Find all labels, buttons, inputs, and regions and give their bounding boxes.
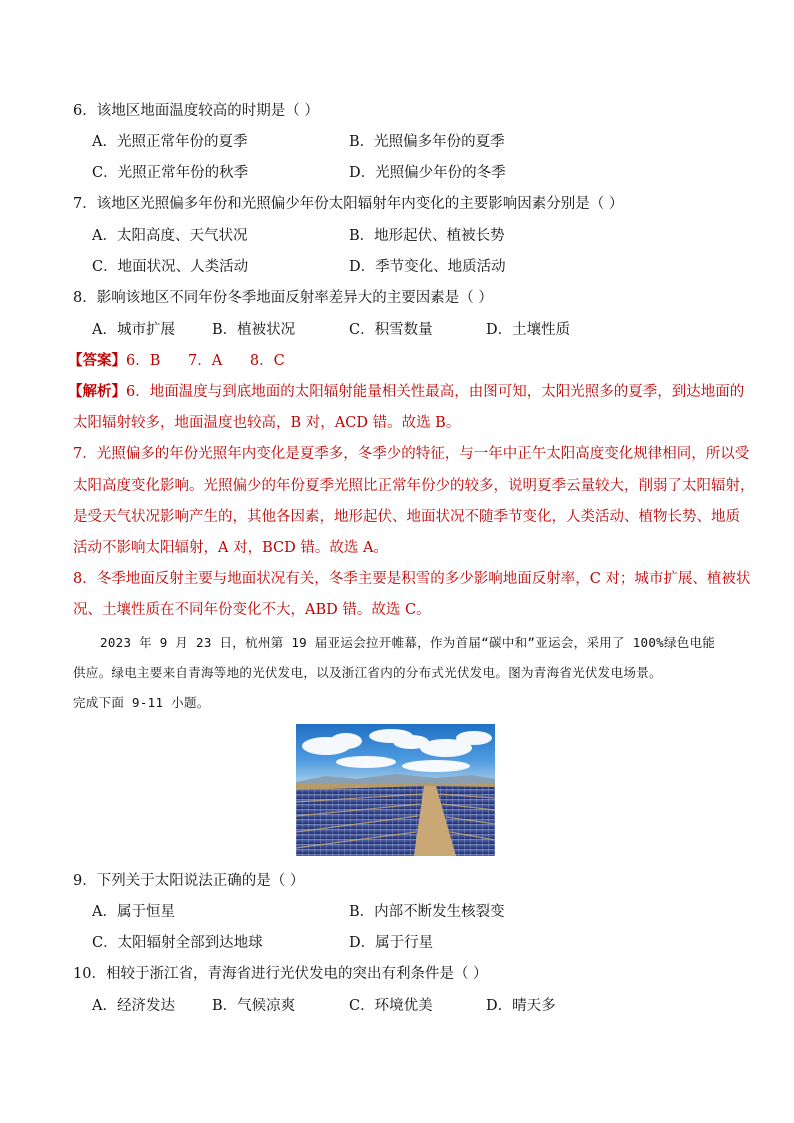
material-line-2: 供应。绿电主要来自青海等地的光伏发电，以及浙江省内的分布式光伏发电。图为青海省光伏发电场景。	[73, 665, 662, 680]
q9-option-d: D．属于行星	[349, 935, 434, 951]
explanation-line-4: 太阳高度变化影响。光照偏少的年份夏季光照比正常年份少的较多，说明夏季云量较大，削弱了太阳辐射，	[73, 478, 755, 494]
explanation-line-5: 是受天气状况影响产生的，其他各因素，地形起伏、地面状况不随季节变化，人类活动、植物长势、地质	[73, 509, 740, 525]
explanation-text-1: 6．地面温度与到底地面的太阳辐射能量相关性最高，由图可知，太阳光照多的夏季，到达地面的	[126, 384, 745, 400]
material-line-3: 完成下面 9-11 小题。	[73, 695, 210, 710]
solar-farm-photo	[296, 724, 495, 856]
q9-option-a: A．属于恒星	[92, 904, 175, 920]
q7-option-b: B．地形起伏、植被长势	[349, 228, 505, 244]
q7-option-c: C．地面状况、人类活动	[92, 259, 249, 275]
q9-stem: 9．下列关于太阳说法正确的是（ ）	[73, 873, 305, 889]
q6-option-c: C．光照正常年份的秋季	[92, 165, 249, 181]
answer-text: 6．B 7．A 8．C	[126, 353, 285, 369]
q7-option-a: A．太阳高度、天气状况	[92, 228, 248, 244]
q8-option-b: B．植被状况	[212, 322, 296, 338]
answer-line	[68, 351, 285, 371]
q6-option-d: D．光照偏少年份的冬季	[349, 165, 506, 181]
q10-option-c: C．环境优美	[349, 998, 433, 1014]
q8-option-d: D．土壤性质	[486, 322, 571, 338]
q10-option-a: A．经济发达	[92, 998, 175, 1014]
q8-option-a: A．城市扩展	[92, 322, 175, 338]
q10-option-b: B．气候凉爽	[212, 998, 296, 1014]
q8-option-c: C．积雪数量	[349, 322, 433, 338]
q6-option-b: B．光照偏多年份的夏季	[349, 134, 505, 150]
q6-stem: 6．该地区地面温度较高的时期是（ ）	[73, 103, 319, 119]
explanation-line-7: 8．冬季地面反射主要与地面状况有关，冬季主要是积雪的多少影响地面反射率，C 对；城市扩展、植被状	[73, 571, 751, 587]
q8-stem: 8．影响该地区不同年份冬季地面反射率差异大的主要因素是（ ）	[73, 290, 493, 306]
explanation-line-6: 活动不影响太阳辐射，A 对，BCD 错。故选 A。	[73, 540, 388, 556]
explanation-line-2: 太阳辐射较多，地面温度也较高，B 对，ACD 错。故选 B。	[73, 415, 461, 431]
q9-option-b: B．内部不断发生核裂变	[349, 904, 505, 920]
q9-option-c: C．太阳辐射全部到达地球	[92, 935, 263, 951]
explanation-line-1	[68, 382, 744, 402]
q10-stem: 10．相较于浙江省，青海省进行光伏发电的突出有利条件是（ ）	[73, 966, 488, 982]
answer-label: 【答案】	[68, 352, 126, 369]
explanation-line-8: 况、土壤性质在不同年份变化不大，ABD 错。故选 C。	[73, 602, 431, 618]
material-line-1: 2023 年 9 月 23 日，杭州第 19 届亚运会拉开帷幕，作为首届“碳中和”亚运会，采用了 100%绿色电能	[100, 635, 716, 650]
explanation-line-3: 7．光照偏多的年份光照年内变化是夏季多，冬季少的特征，与一年中正午太阳高度变化规律相同，所以受	[73, 446, 750, 462]
q6-option-a: A．光照正常年份的夏季	[92, 134, 248, 150]
explanation-label: 【解析】	[68, 383, 126, 400]
q7-stem: 7．该地区光照偏多年份和光照偏少年份太阳辐射年内变化的主要影响因素分别是（ ）	[73, 196, 624, 212]
q7-option-d: D．季节变化、地质活动	[349, 259, 506, 275]
q10-option-d: D．晴天多	[486, 998, 556, 1014]
